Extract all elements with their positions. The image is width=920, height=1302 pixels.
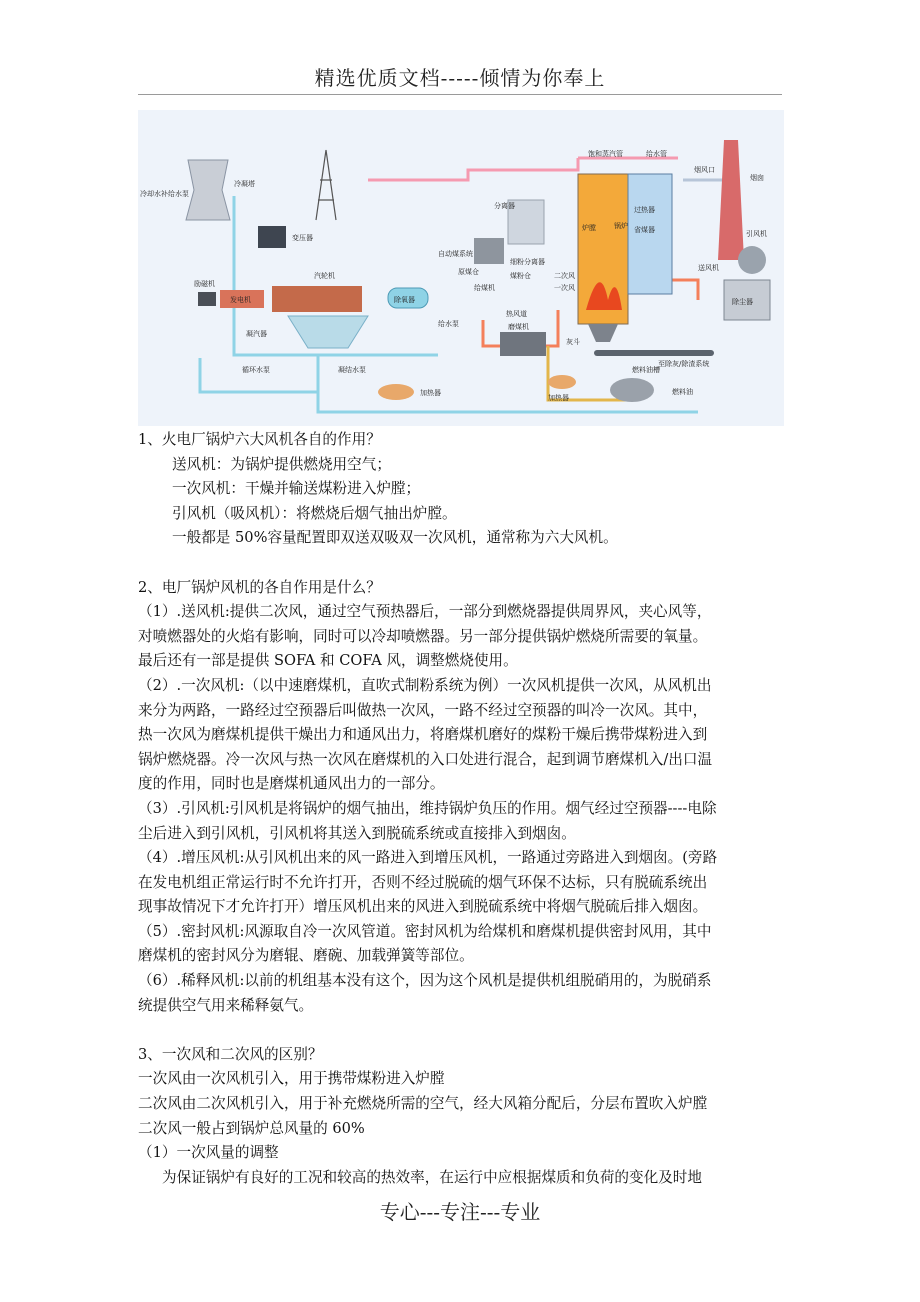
label-coal-feeder: 给煤机 — [474, 284, 495, 292]
q1-line-primary-fan: 一次风机：干燥并输送煤粉进入炉膛； — [172, 480, 421, 498]
fuel-tank-shape — [610, 378, 654, 402]
q2-line: （5）.密封风机:风源取自冷一次风管道。密封风机为给煤机和磨煤机提供密封风用，其中 — [138, 922, 712, 940]
q1-line-summary: 一般都是 50%容量配置即双送双吸双一次风机，通常称为六大风机。 — [172, 529, 618, 547]
label-primary-air: 一次风 — [554, 284, 575, 292]
label-reheater: 省煤器 — [634, 226, 655, 234]
label-ash-hopper: 灰斗 — [566, 338, 580, 346]
q3-title: 3、一次风和二次风的区别？ — [138, 1045, 323, 1063]
label-superheater: 过热器 — [634, 206, 655, 214]
spacer — [138, 1018, 786, 1043]
label-flue: 烟风口 — [694, 166, 715, 174]
label-exciter: 励磁机 — [194, 280, 215, 288]
label-cooling-tower: 冷凝塔 — [234, 180, 255, 188]
q2-title: 2、电厂锅炉风机的各自作用是什么？ — [138, 578, 381, 596]
label-feed-pump: 给水泵 — [438, 320, 459, 328]
transmission-tower — [316, 150, 336, 220]
label-coal-bunker: 原煤仓 — [458, 268, 479, 276]
label-fuel-tank: 燃料油槽 — [632, 366, 660, 374]
label-furnace: 炉膛 — [582, 224, 596, 232]
id-fan-shape — [738, 246, 766, 274]
diagram-svg — [138, 110, 784, 426]
label-saturated-steam: 饱和蒸汽管 — [588, 150, 623, 158]
q2-line: 度的作用，同时也是磨煤机通风出力的一部分。 — [138, 775, 445, 793]
label-id-fan: 引风机 — [746, 230, 767, 238]
label-water-pipe: 给水管 — [646, 150, 667, 158]
header-divider — [138, 94, 782, 95]
exciter-shape — [198, 292, 216, 306]
q2-line: 来分为两路，一路经过空预器后叫做热一次风，一路不经过空预器的叫冷一次风。其中， — [138, 701, 708, 719]
label-fuel-oil: 燃料油 — [672, 388, 693, 396]
q2-line: （4）.增压风机:从引风机出来的风一路进入到增压风机，一路通过旁路进入到烟囱。(旁路 — [138, 849, 718, 867]
label-supplement-water: 冷却水补给水泵 — [140, 190, 189, 198]
q2-line: （6）.稀释风机:以前的机组基本没有这个，因为这个风机是提供机组脱硝用的，为脱硝系 — [138, 972, 712, 990]
label-hot-air: 热风道 — [506, 310, 527, 318]
circ-water-pipe — [200, 356, 318, 392]
ash-hopper-shape — [588, 324, 618, 342]
page-header: 精选优质文档-----倾情为你奉上 — [314, 66, 606, 90]
label-ash-system: 至除灰/除渣系统 — [658, 360, 710, 368]
q2-line: （2）.一次风机:（以中速磨煤机，直吹式制粉系统为例）一次风机提供一次风，从风机出 — [138, 676, 712, 694]
q2-line: 在发电机组正常运行时不允许打开，否则不经过脱硫的烟气环保不达标，只有脱硫系统出 — [138, 873, 708, 891]
q2-line: 磨煤机的密封风分为磨辊、磨碗、加载弹簧等部位。 — [138, 947, 474, 965]
label-fd-fan: 送风机 — [698, 264, 719, 272]
label-powder-bin: 煤粉仓 — [510, 272, 531, 280]
q3-line-ratio: 二次风一般占到锅炉总风量的 60% — [138, 1119, 365, 1137]
low-heater-shape — [378, 384, 414, 400]
label-fine-sep: 细粉分离器 — [510, 258, 545, 266]
label-chimney: 烟囱 — [750, 174, 764, 182]
label-heater-oil: 加热器 — [548, 394, 569, 402]
q2-line: （3）.引风机:引风机是将锅炉的烟气抽出，维持锅炉负压的作用。烟气经过空预器----电除 — [138, 799, 717, 817]
label-deaerator: 除氧器 — [394, 296, 415, 304]
label-boiler: 锅炉 — [614, 222, 628, 230]
coal-bunker-shape — [474, 238, 504, 264]
label-transformer: 变压器 — [292, 234, 313, 242]
q3-paragraph: 为保证锅炉有良好的工况和较高的热效率，在运行中应根据煤质和负荷的变化及时地 — [162, 1168, 702, 1186]
label-cond-pump: 凝结水泵 — [338, 366, 366, 374]
label-separator: 分离器 — [494, 202, 515, 210]
steam-pipe — [368, 158, 578, 180]
label-generator: 发电机 — [230, 296, 251, 304]
q2-line: 锅炉燃烧器。冷一次风与热一次风在磨煤机的入口处进行混合，起到调节磨煤机入/出口温 — [138, 750, 713, 768]
q3-subheading: （1）一次风量的调整 — [138, 1144, 279, 1162]
page-footer: 专心---专注---专业 — [379, 1200, 541, 1224]
label-secondary-air: 二次风 — [554, 272, 575, 280]
power-plant-diagram — [138, 110, 784, 426]
q2-line: 尘后进入到引风机，引风机将其送入到脱硫系统或直接排入到烟囱。 — [138, 824, 576, 842]
label-heater-low: 加热器 — [420, 389, 441, 397]
q2-line: 最后还有一部是提供 SOFA 和 COFA 风，调整燃烧使用。 — [138, 652, 518, 670]
label-mill: 磨煤机 — [508, 323, 529, 331]
turbine-shape — [272, 286, 362, 312]
mill-shape — [500, 332, 546, 356]
label-auto-coal: 自动煤系统 — [438, 250, 473, 258]
oil-heater-shape — [548, 375, 576, 389]
q2-line: 热一次风为磨煤机提供干燥出力和通风出力，将磨煤机磨好的煤粉干燥后携带煤粉进入到 — [138, 726, 708, 744]
label-condenser: 凝汽器 — [246, 330, 267, 338]
label-circ-pump: 循环水泵 — [242, 366, 270, 374]
ash-conveyor — [594, 350, 714, 356]
transformer-shape — [258, 226, 286, 248]
document-body — [138, 428, 786, 1190]
q1-title: 1、火电厂锅炉六大风机各自的作用？ — [138, 431, 381, 448]
q3-line-secondary: 二次风由二次风机引入，用于补充燃烧所需的空气，经大风箱分配后，分层布置吹入炉膛 — [138, 1095, 708, 1113]
q1-line-id-fan: 引风机（吸风机）：将燃烧后烟气抽出炉膛。 — [172, 504, 457, 522]
boiler-back-shape — [628, 174, 672, 294]
label-precipitator: 除尘器 — [732, 298, 753, 306]
label-turbine: 汽轮机 — [314, 272, 335, 280]
q2-line: （1）.送风机:提供二次风，通过空气预热器后，一部分到燃烧器提供周界风，夹心风等， — [138, 603, 712, 621]
q2-line: 统提供空气用来稀释氨气。 — [138, 996, 314, 1014]
cooling-tower-shape — [186, 160, 230, 220]
chimney-shape — [718, 140, 744, 260]
q3-line-primary: 一次风由一次风机引入，用于携带煤粉进入炉膛 — [138, 1070, 445, 1088]
condenser-shape — [288, 316, 368, 348]
q1-line-fd-fan: 送风机：为锅炉提供燃烧用空气； — [172, 455, 391, 473]
q2-line: 对喷燃器处的火焰有影响，同时可以冷却喷燃器。另一部分提供锅炉燃烧所需要的氧量。 — [138, 627, 708, 645]
spacer — [138, 551, 786, 576]
q2-line: 现事故情况下才允许打开）增压风机出来的风进入到脱硫系统中将烟气脱硫后排入烟囱。 — [138, 898, 708, 916]
